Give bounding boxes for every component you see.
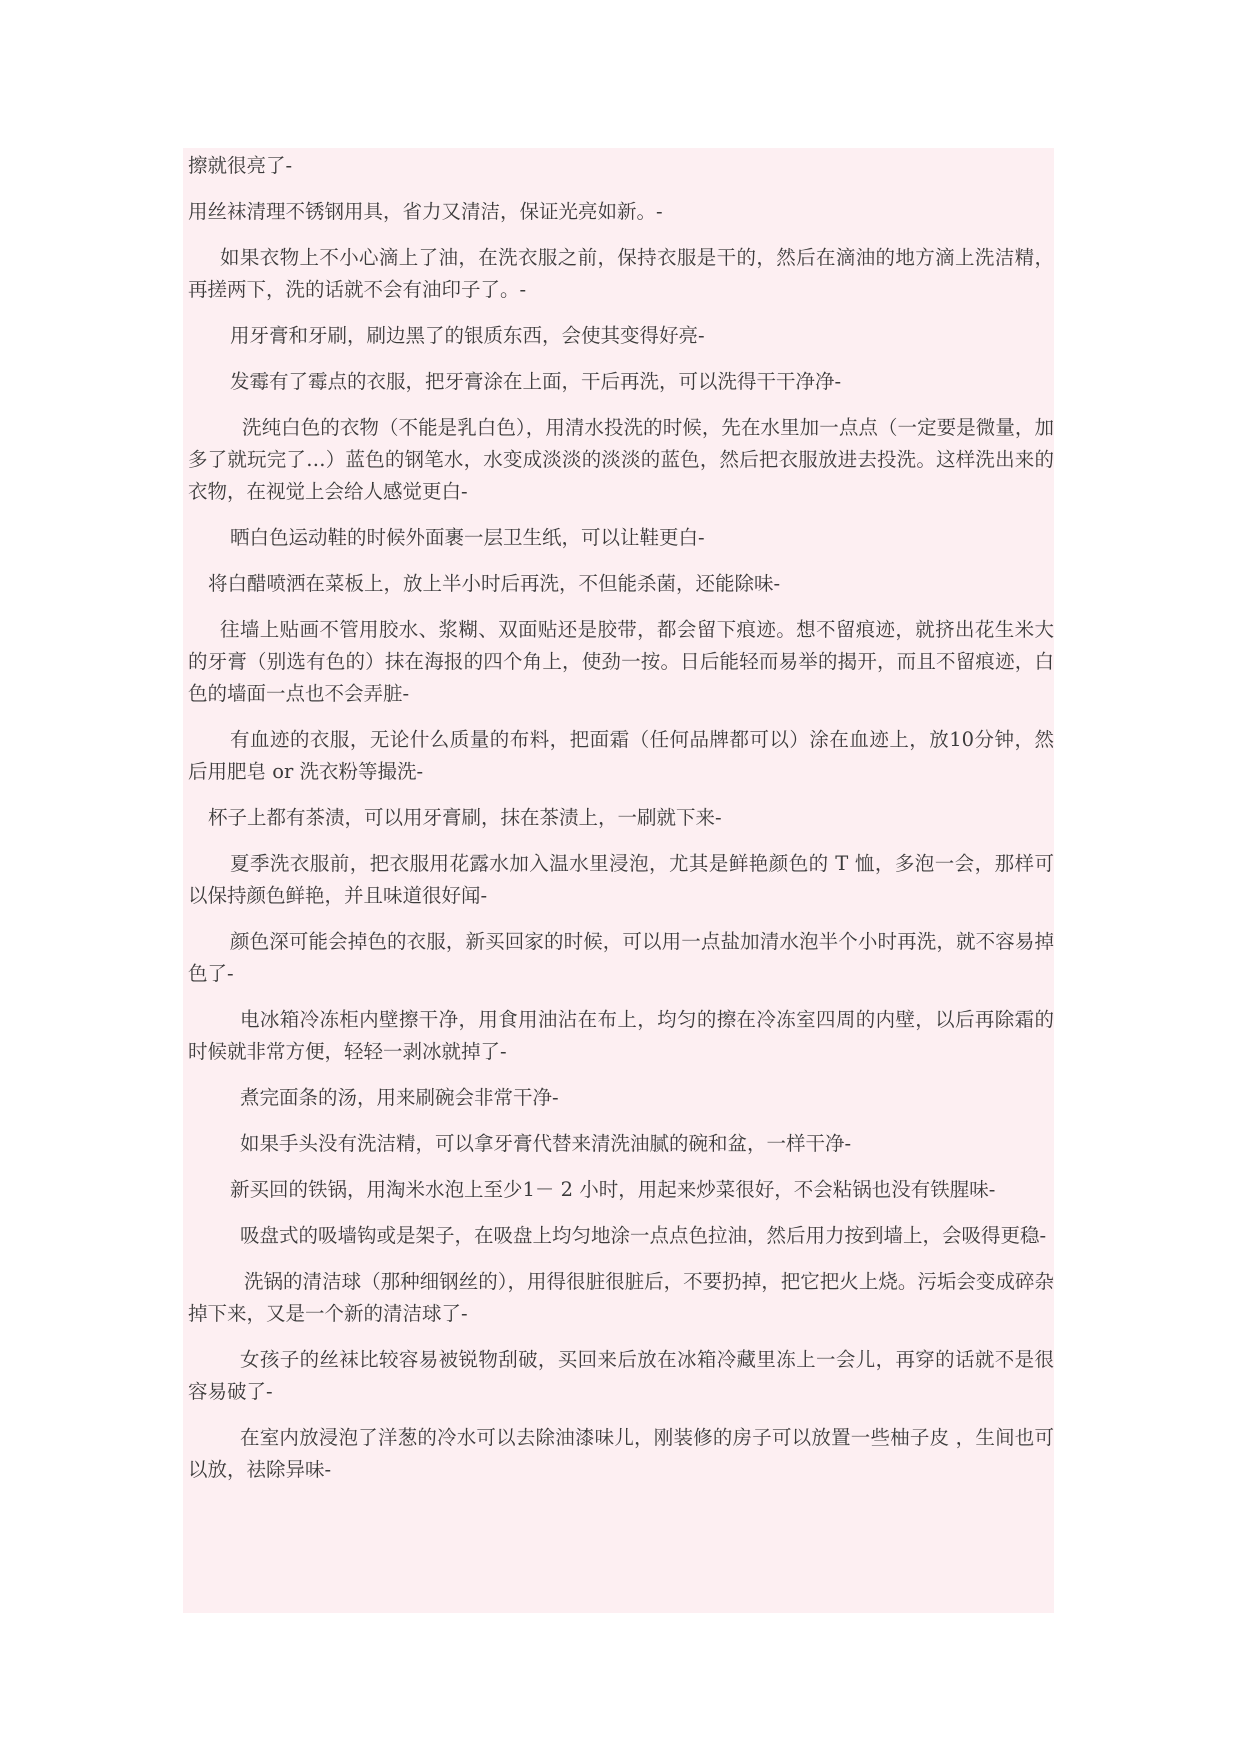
paragraph: 晒白色运动鞋的时候外面裹一层卫生纸，可以让鞋更白-	[230, 526, 705, 549]
paragraph: 用丝袜清理不锈钢用具，省力又清洁，保证光亮如新。-	[188, 200, 663, 223]
paragraph: 在室内放浸泡了洋葱的冷水可以去除油漆味儿，刚装修的房子可以放置一些柚子皮 ，生间也可以放，祛除异味-	[188, 1426, 1054, 1481]
paragraph: 电冰箱冷冻柜内壁擦干净，用食用油沾在布上，均匀的擦在冷冻室四周的内壁，以后再除霜的时候就非常方便，轻轻一剥冰就掉了-	[188, 1008, 1054, 1063]
paragraph: 煮完面条的汤，用来刷碗会非常干净-	[240, 1086, 559, 1109]
paragraph: 有血迹的衣服，无论什么质量的布料，把面霜（任何品牌都可以）涂在血迹上，放10分钟，然后用肥皂 or 洗衣粉等撮洗-	[188, 728, 1054, 783]
paragraph: 发霉有了霉点的衣服，把牙膏涂在上面，干后再洗，可以洗得干干净净-	[230, 370, 842, 393]
document-body	[188, 150, 1054, 1486]
paragraph: 杯子上都有茶渍，可以用牙膏刷，抹在茶渍上，一刷就下来-	[208, 806, 722, 829]
paragraph: 洗锅的清洁球（那种细钢丝的），用得很脏很脏后，不要扔掉，把它把火上烧。污垢会变成碎杂掉下来，又是一个新的清洁球了-	[188, 1270, 1054, 1325]
paragraph: 夏季洗衣服前，把衣服用花露水加入温水里浸泡，尤其是鲜艳颜色的 T 恤，多泡一会，那样可以保持颜色鲜艳，并且味道很好闻-	[188, 852, 1054, 907]
paragraph: 女孩子的丝袜比较容易被锐物刮破，买回来后放在冰箱冷藏里冻上一会儿，再穿的话就不是很容易破了-	[188, 1348, 1054, 1403]
paragraph: 用牙膏和牙刷，刷边黑了的银质东西，会使其变得好亮-	[230, 324, 705, 347]
paragraph: 擦就很亮了-	[188, 154, 293, 177]
paragraph: 将白醋喷洒在菜板上，放上半小时后再洗，不但能杀菌，还能除味-	[208, 572, 781, 595]
paragraph: 吸盘式的吸墙钩或是架子，在吸盘上均匀地涂一点点色拉油，然后用力按到墙上，会吸得更稳-	[240, 1224, 1047, 1247]
paragraph: 洗纯白色的衣物（不能是乳白色），用清水投洗的时候，先在水里加一点点（一定要是微量，加多了就玩完了…）蓝色的钢笔水，水变成淡淡的淡淡的蓝色，然后把衣服放进去投洗。这样洗出来的衣物，在视觉上会给人感觉更白-	[188, 416, 1054, 503]
paragraph: 如果手头没有洗洁精，可以拿牙膏代替来清洗油腻的碗和盆，一样干净-	[240, 1132, 852, 1155]
paragraph: 如果衣物上不小心滴上了油，在洗衣服之前，保持衣服是干的，然后在滴油的地方滴上洗洁精，再搓两下，洗的话就不会有油印子了。-	[188, 246, 1054, 301]
paragraph: 颜色深可能会掉色的衣服，新买回家的时候，可以用一点盐加清水泡半个小时再洗，就不容易掉色了-	[188, 930, 1054, 985]
paragraph: 新买回的铁锅，用淘米水泡上至少1－ 2 小时，用起来炒菜很好，不会粘锅也没有铁腥味-	[230, 1178, 996, 1201]
paragraph: 往墙上贴画不管用胶水、浆糊、双面贴还是胶带，都会留下痕迹。想不留痕迹，就挤出花生米大的牙膏（别选有色的）抹在海报的四个角上，使劲一按。日后能轻而易举的揭开，而且不留痕迹，白色的墙面一点也不会弄脏-	[188, 618, 1054, 705]
